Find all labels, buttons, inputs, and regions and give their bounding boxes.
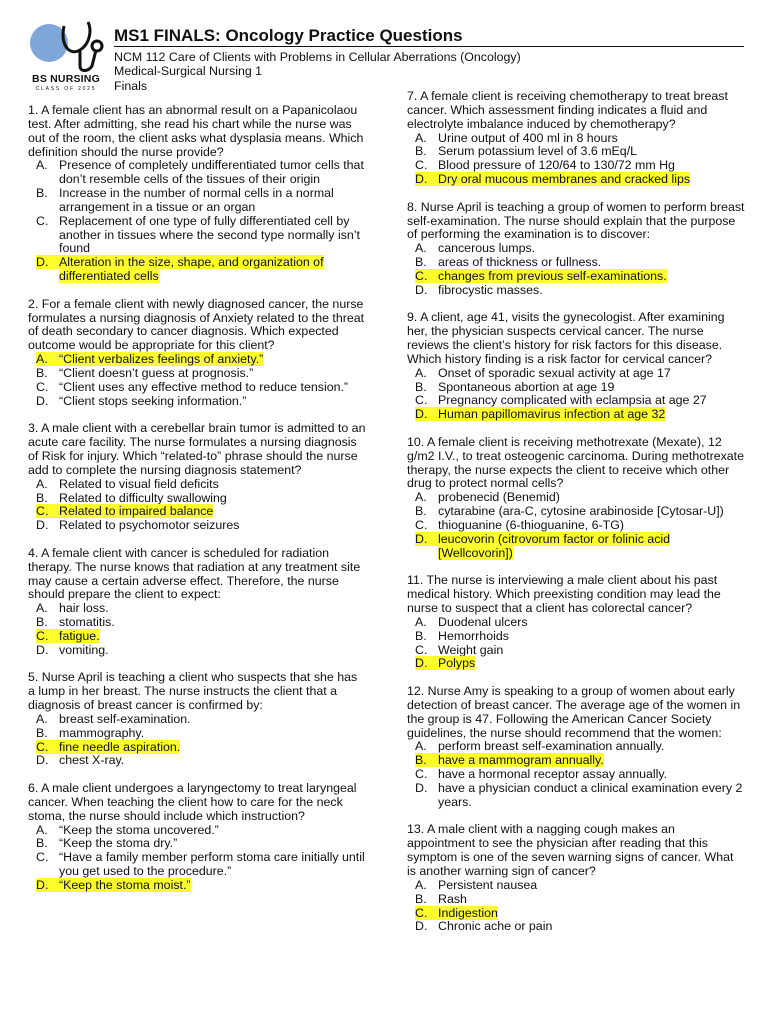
option-letter: D. — [36, 642, 49, 657]
answer-option — [407, 145, 745, 159]
answer-option — [28, 616, 366, 630]
option-text: have a physician conduct a clinical examination every 2 years. — [438, 780, 743, 809]
option-letter: B. — [415, 891, 427, 906]
option-content — [36, 601, 109, 615]
option-text: Alteration in the size, shape, and organization of differentiated cells — [59, 255, 324, 284]
logo-text: BS NURSING — [32, 73, 100, 85]
option-letter: A. — [415, 614, 427, 629]
highlighted-answer — [36, 255, 324, 283]
question-block — [407, 823, 745, 934]
option-text: Pregnancy complicated with eclampsia at age 27 — [438, 393, 707, 408]
option-letter: C. — [36, 739, 49, 754]
option-text: Chronic ache or pain — [438, 919, 553, 934]
option-text: “Keep the stoma uncovered.” — [59, 822, 219, 837]
option-content — [415, 919, 552, 933]
question-block — [407, 201, 745, 298]
option-letter: C. — [415, 393, 428, 408]
option-letter: C. — [36, 850, 49, 865]
question-stem: 7. A female client is receiving chemotherapy to treat breast cancer. Which assessment finding indicates a fluid and electrolyte imbalance induced by chemotherapy? — [407, 89, 728, 131]
option-content — [415, 892, 467, 906]
option-content — [415, 490, 560, 504]
option-text: areas of thickness or fullness. — [438, 255, 602, 270]
answer-option — [28, 713, 366, 727]
answer-option — [407, 408, 745, 422]
option-letter: B. — [415, 753, 427, 768]
highlighted-answer — [415, 656, 475, 670]
course-code-line: NCM 112 Care of Clients with Problems in Cellular Aberrations (Oncology) — [114, 50, 521, 64]
option-letter: D. — [36, 878, 49, 893]
question-block — [28, 422, 366, 533]
answer-option — [407, 394, 745, 408]
option-text: stomatitis. — [59, 615, 115, 630]
option-text: “Client doesn’t guess at prognosis.” — [59, 365, 254, 380]
answer-option — [28, 851, 366, 879]
option-letter: D. — [415, 531, 428, 546]
option-letter: B. — [36, 615, 48, 630]
question-stem: 6. A male client undergoes a laryngectomy to treat laryngeal cancer. When teaching the client how to care for the neck stoma, the nurse should include which instruction? — [28, 781, 357, 823]
answer-option — [28, 602, 366, 616]
option-text: Serum potassium level of 3.6 mEq/L — [438, 144, 638, 159]
option-letter: B. — [36, 186, 48, 201]
option-letter: D. — [415, 407, 428, 422]
question-block — [407, 311, 745, 422]
highlighted-answer — [415, 269, 667, 283]
option-text: fatigue. — [59, 628, 100, 643]
question-stem: 8. Nurse April is teaching a group of women to perform breast self-examination. The nurse should explain that the purpose of performing the examination is to discover: — [407, 199, 745, 242]
course-name-line: Medical-Surgical Nursing 1 — [114, 64, 263, 79]
option-text: leucovorin (citrovorum factor or folinic acid [Wellcovorin]) — [438, 531, 671, 560]
option-content — [36, 643, 109, 657]
option-content — [415, 739, 664, 753]
option-content — [415, 615, 528, 629]
answer-option — [407, 533, 745, 561]
option-letter: A. — [36, 711, 48, 726]
option-text: Urine output of 400 ml in 8 hours — [438, 130, 618, 145]
answer-option — [407, 270, 745, 284]
option-letter: A. — [415, 130, 427, 145]
option-letter: B. — [415, 144, 427, 159]
option-content — [415, 380, 614, 394]
option-letter: B. — [415, 379, 427, 394]
option-content — [415, 767, 667, 781]
answer-option — [407, 381, 745, 395]
answer-option — [407, 284, 745, 298]
option-text: Spontaneous abortion at age 19 — [438, 379, 615, 394]
option-content — [415, 393, 707, 407]
answer-option — [407, 657, 745, 671]
option-text: Indigestion — [438, 905, 498, 920]
question-block — [407, 574, 745, 671]
answer-option — [407, 920, 745, 934]
option-content — [36, 394, 246, 408]
option-letter: C. — [415, 158, 428, 173]
question-block — [28, 782, 366, 893]
option-text: Presence of completely undifferentiated tumor cells that don’t resemble cells of the tissues of their origin — [59, 158, 364, 187]
option-text: Hemorrhoids — [438, 628, 509, 643]
option-content — [36, 158, 364, 186]
question-stem: 10. A female client is receiving methotrexate (Mexate), 12 g/m2 I.V., to treat osteogenic carcinoma. During methotrexate therapy, the nurse expects the client to receive which other drug to protect normal cells? — [407, 434, 745, 491]
option-content — [415, 366, 671, 380]
option-text: Related to difficulty swallowing — [59, 490, 227, 505]
answer-option — [407, 505, 745, 519]
option-text: Related to impaired balance — [59, 504, 214, 519]
answer-option — [407, 242, 745, 256]
option-content — [36, 491, 227, 505]
option-text: “Client verbalizes feelings of anxiety.” — [59, 352, 264, 367]
question-block — [28, 104, 366, 284]
option-letter: D. — [415, 919, 428, 934]
question-block — [407, 90, 745, 187]
option-text: fine needle aspiration. — [59, 739, 181, 754]
question-stem: 1. A female client has an abnormal result on a Papanicolaou test. After admitting, she read his chart while the nurse was out of the room, the client asks what dysplasia means. Which definition should the nurse provide? — [28, 103, 364, 159]
answer-option — [28, 256, 366, 284]
right-question-column — [407, 90, 745, 948]
option-content — [36, 380, 348, 394]
question-stem: 9. A client, age 41, visits the gynecologist. After examining her, the physician suspects cervical cancer. The nurse reviews the client’s history for risk factors for this disease. Which history finding is a risk factor for cervical cancer? — [407, 310, 725, 366]
option-content — [415, 629, 509, 643]
question-stem: 11. The nurse is interviewing a male client about his past medical history. Which preexisting condition may lead the nurse to suspect that a client has colorectal cancer? — [407, 573, 721, 616]
option-letter: A. — [415, 490, 427, 505]
class-logo — [26, 20, 108, 96]
title-divider — [114, 46, 744, 47]
highlighted-answer — [415, 753, 604, 767]
option-text: “Keep the stoma dry.” — [59, 836, 178, 851]
answer-option — [28, 644, 366, 658]
option-content — [36, 823, 219, 837]
option-letter: C. — [36, 379, 49, 394]
option-content — [415, 878, 537, 892]
option-letter: A. — [36, 158, 48, 173]
answer-option — [407, 907, 745, 921]
answer-option — [407, 630, 745, 644]
answer-option — [407, 754, 745, 768]
answer-option — [28, 159, 366, 187]
answer-option — [407, 740, 745, 754]
option-content — [415, 283, 543, 297]
option-letter: D. — [415, 780, 428, 795]
answer-option — [407, 173, 745, 187]
option-text: Dry oral mucous membranes and cracked lips — [438, 172, 691, 187]
option-text: thioguanine (6-thioguanine, 6-TG) — [438, 518, 624, 533]
highlighted-answer — [415, 172, 690, 186]
option-content — [36, 518, 239, 532]
option-letter: C. — [415, 518, 428, 533]
option-text: Duodenal ulcers — [438, 614, 528, 629]
question-block — [28, 671, 366, 768]
question-block — [407, 436, 745, 561]
option-letter: D. — [36, 255, 49, 270]
option-text: Rash — [438, 891, 467, 906]
page-title: MS1 FINALS: Oncology Practice Questions — [114, 26, 463, 45]
option-text: probenecid (Benemid) — [438, 490, 560, 505]
option-letter: C. — [415, 905, 428, 920]
answer-option — [28, 879, 366, 893]
option-content — [415, 504, 724, 518]
option-letter: D. — [415, 656, 428, 671]
option-content — [415, 241, 535, 255]
option-content — [36, 615, 115, 629]
option-letter: C. — [36, 504, 49, 519]
highlighted-answer — [36, 352, 263, 366]
option-content — [36, 186, 334, 214]
option-text: perform breast self-examination annually. — [438, 739, 665, 754]
option-text: mammography. — [59, 725, 145, 740]
option-letter: D. — [36, 518, 49, 533]
option-content — [415, 643, 503, 657]
answer-option — [407, 879, 745, 893]
option-content — [36, 477, 219, 491]
option-text: Related to psychomotor seizures — [59, 518, 240, 533]
option-letter: A. — [415, 739, 427, 754]
option-text: “Client stops seeking information.” — [59, 393, 247, 408]
option-content — [415, 781, 742, 809]
question-block — [28, 547, 366, 658]
option-letter: A. — [36, 822, 48, 837]
answer-option — [407, 519, 745, 533]
option-text: Weight gain — [438, 642, 504, 657]
answer-option — [28, 353, 366, 367]
answer-option — [28, 215, 366, 257]
option-letter: C. — [36, 213, 49, 228]
option-text: fibrocystic masses. — [438, 282, 543, 297]
option-letter: D. — [36, 753, 49, 768]
option-letter: A. — [36, 352, 48, 367]
answer-option — [407, 893, 745, 907]
question-block — [28, 298, 366, 409]
answer-option — [28, 395, 366, 409]
option-letter: A. — [415, 365, 427, 380]
option-letter: A. — [415, 877, 427, 892]
option-text: Polyps — [438, 656, 476, 671]
stethoscope-icon — [26, 20, 108, 76]
option-letter: D. — [36, 393, 49, 408]
option-letter: D. — [415, 282, 428, 297]
answer-option — [28, 381, 366, 395]
option-letter: C. — [415, 268, 428, 283]
option-content — [415, 131, 618, 145]
option-text: vomiting. — [59, 642, 109, 657]
answer-option — [28, 505, 366, 519]
answer-option — [28, 741, 366, 755]
answer-option — [407, 132, 745, 146]
option-text: Replacement of one type of fully differentiated cell by another in tissues where the second type normally isn’t found — [59, 213, 360, 256]
answer-option — [407, 782, 745, 810]
question-stem: 13. A male client with a nagging cough makes an appointment to see the physician after reading that this symptom is one of the seven warning signs of cancer. What is another warning sign of cancer? — [407, 822, 734, 878]
option-text: “Client uses any effective method to reduce tension.” — [59, 379, 349, 394]
option-letter: B. — [36, 490, 48, 505]
option-letter: C. — [415, 642, 428, 657]
option-text: chest X-ray. — [59, 753, 125, 768]
answer-option — [28, 837, 366, 851]
option-content — [415, 255, 601, 269]
option-content — [36, 850, 365, 878]
option-letter: B. — [36, 725, 48, 740]
option-content — [36, 836, 177, 850]
option-text: Related to visual field deficits — [59, 476, 219, 491]
option-content — [415, 518, 624, 532]
option-text: Blood pressure of 120/64 to 130/72 mm Hg — [438, 158, 675, 173]
option-letter: B. — [415, 255, 427, 270]
highlighted-answer — [36, 878, 191, 892]
option-letter: A. — [36, 476, 48, 491]
option-letter: A. — [36, 601, 48, 616]
option-text: Human papillomavirus infection at age 32 — [438, 407, 666, 422]
answer-option — [28, 478, 366, 492]
highlighted-answer — [36, 504, 213, 518]
question-stem: 5. Nurse April is teaching a client who suspects that she has a lump in her breast. The nurse instructs the client that a diagnosis of breast cancer is confirmed by: — [28, 670, 358, 713]
term-line: Finals — [114, 78, 148, 93]
option-letter: D. — [415, 172, 428, 187]
question-stem: 3. A male client with a cerebellar brain tumor is admitted to an acute care facility. The nurse formulates a nursing diagnosis of Risk for injury. Which “related-to” phrase should the nurse add to complete the nursing diagnosis statement? — [28, 421, 366, 477]
option-content — [36, 366, 253, 380]
answer-option — [407, 367, 745, 381]
left-question-column — [28, 104, 366, 907]
answer-option — [28, 519, 366, 533]
question-stem: 4. A female client with cancer is scheduled for radiation therapy. The nurse knows that radiation at any treatment site may cause a certain adverse effect. Therefore, the nurse should prepare the client to expect: — [28, 545, 361, 602]
answer-option — [28, 630, 366, 644]
option-letter: B. — [36, 365, 48, 380]
option-text: have a mammogram annually. — [438, 753, 604, 768]
answer-option — [28, 727, 366, 741]
option-text: Persistent nausea — [438, 877, 538, 892]
answer-option — [407, 768, 745, 782]
option-text: “Keep the stoma moist.” — [59, 878, 191, 893]
option-text: Increase in the number of normal cells in a normal arrangement in a tissue or an organ — [59, 186, 334, 214]
option-text: changes from previous self-examinations. — [438, 268, 667, 283]
answer-option — [28, 754, 366, 768]
option-content — [36, 712, 191, 726]
answer-option — [407, 644, 745, 658]
answer-option — [28, 824, 366, 838]
option-text: cytarabine (ara-C, cytosine arabinoside [Cytosar-U]) — [438, 504, 724, 519]
question-block — [407, 685, 745, 810]
option-content — [36, 726, 144, 740]
answer-option — [407, 616, 745, 630]
answer-option — [28, 187, 366, 215]
option-content — [415, 144, 637, 158]
option-text: breast self-examination. — [59, 711, 191, 726]
course-info — [114, 50, 521, 93]
option-content — [415, 158, 675, 172]
option-text: Onset of sporadic sexual activity at age 17 — [438, 365, 671, 380]
option-letter: A. — [415, 241, 427, 256]
option-letter: B. — [36, 836, 48, 851]
question-stem: 12. Nurse Amy is speaking to a group of women about early detection of breast cancer. The average age of the women in the group is 47. Following the American Cancer Society guidelines, the nurse should recommend that the women: — [407, 684, 741, 740]
answer-option — [28, 492, 366, 506]
highlighted-answer — [415, 407, 665, 421]
highlighted-answer — [36, 740, 180, 754]
option-content — [36, 753, 124, 767]
option-text: “Have a family member perform stoma care initially until you get used to the procedure.” — [59, 850, 365, 879]
answer-option — [407, 159, 745, 173]
question-stem: 2. For a female client with newly diagnosed cancer, the nurse formulates a nursing diagnosis of Anxiety related to the threat of death secondary to cancer diagnosis. Which expected outcome would be appropriate for this client? — [28, 296, 365, 353]
option-letter: C. — [415, 767, 428, 782]
answer-option — [407, 491, 745, 505]
option-letter: B. — [415, 628, 427, 643]
highlighted-answer — [415, 906, 498, 920]
answer-option — [407, 256, 745, 270]
highlighted-answer — [415, 532, 670, 560]
answer-option — [28, 367, 366, 381]
option-letter: B. — [415, 504, 427, 519]
option-letter: C. — [36, 628, 49, 643]
option-text: hair loss. — [59, 601, 109, 616]
option-text: have a hormonal receptor assay annually. — [438, 767, 668, 782]
option-text: cancerous lumps. — [438, 241, 536, 256]
option-content — [36, 214, 360, 256]
logo-subtext: CLASS OF 2025 — [35, 86, 97, 92]
highlighted-answer — [36, 629, 100, 643]
